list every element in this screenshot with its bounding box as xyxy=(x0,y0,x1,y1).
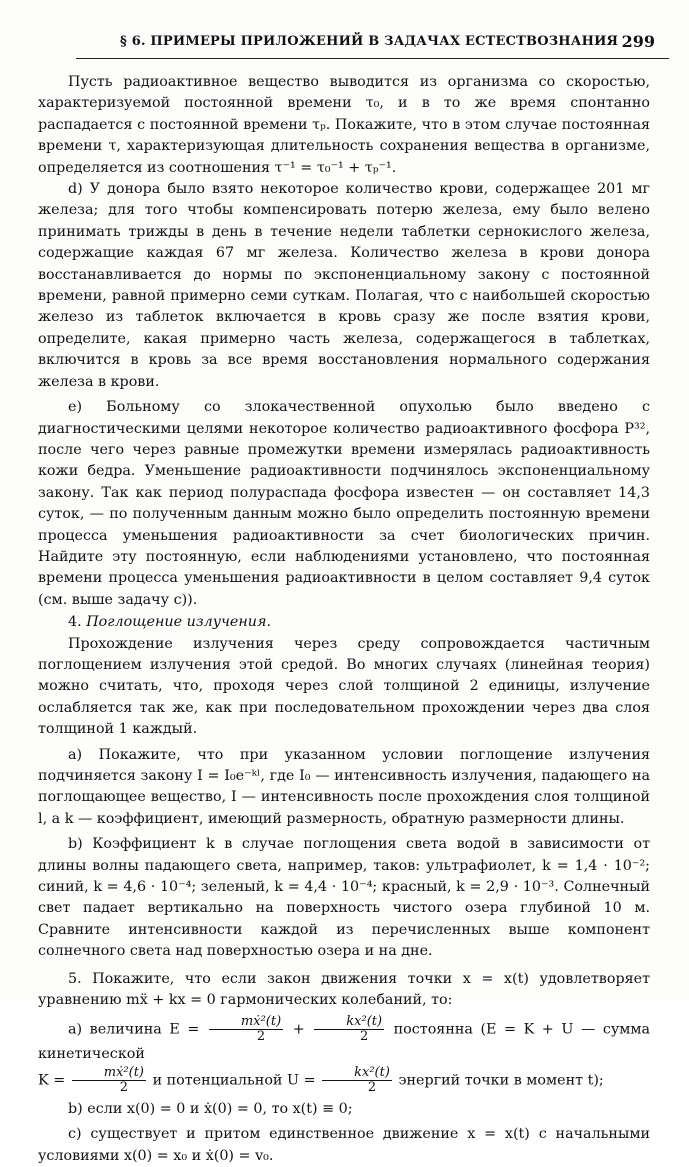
page-number: 299 xyxy=(621,32,655,51)
problem-4a: а) Покажите, что при указанном условии поглощение излучения подчиняется закону I = I₀e⁻ᵏˡ, где I₀ — интенсивность излучения, падающего на поглощающее вещество, I — интенсивность после прохождения слоя толщиной l, а k — коэффициент, имеющий размерность, обратную размерности длины. xyxy=(38,746,650,827)
problem-5b: b) если x(0) = 0 и ẋ(0) = 0, то x(t) ≡ 0; xyxy=(68,1100,353,1117)
section-heading-4 xyxy=(38,612,650,633)
page-body xyxy=(38,72,650,1167)
problem-5: 5. Покажите, что если закон движения точки x = x(t) удовлетворяет уравнению mẍ + kx = 0 гармонических колебаний, то: xyxy=(38,970,650,1009)
fraction-kinetic: $\frac{\text{mẋ²(t)}}{2}$ xyxy=(209,1015,283,1044)
problem-5a: а) величина E = $\frac{\text{mẋ²(t)}}{2}$ + $\frac{\text{kx²(t)}}{2}$ постоянна (E = K + U — сумма кинетической K = $\frac{\text{mẋ²(t)}}{2}$ и потенциальной U = $\frac{\text{kx²(t)}}{2}$ энергий точки в момент t); xyxy=(38,1014,650,1095)
problem-4b: b) Коэффициент k в случае поглощения света водой в зависимости от длины волны падающего света, например, таков: ультрафиолет, k = 1,4 · 10⁻²; синий, k = 4,6 · 10⁻⁴; зеленый, k = 4,4 · 10⁻⁴; красный, k = 2,9 · 10⁻³. Солнечный свет падает вертикально на поверхность чистого озера глубиной 10 м. Сравните интенсивности каждой из перечисленных выше компонент солнечного света над поверхностью озера и на дне. xyxy=(38,836,650,960)
fraction-potential-u: $\frac{\text{kx²(t)}}{2}$ xyxy=(322,1066,392,1095)
problem-5c: c) существует и притом единственное движение x = x(t) с начальными условиями x(0) = x₀ и ẋ(0) = v₀. xyxy=(38,1126,650,1164)
problem-d: d) У донора было взято некоторое количество крови, содержащее 201 мг железа; для того чтобы компенсировать потерю железа, ему было велено принимать трижды в день в течение недели таблетки сернокислого железа, содержащие каждая 67 мг железа. Количество железа в крови донора восстанавливается до нормы по экспоненциальному закону с постоянной времени, равной примерно семи суткам. Полагая, что с наибольшей скоростью железо из таблеток включается в кровь сразу же после взятия крови, определите, какая примерно часть железа, содержащегося в таблетках, включится в кровь за все время восстановления нормального содержания железа в крови. xyxy=(38,181,650,390)
paragraph-c-continuation: Пусть радиоактивное вещество выводится из организма со скоростью, характеризуемой постоянной времени τ₀, и в то же время спонтанно распадается с постоянной времени τₚ. Покажите, что в этом случае постоянная времени τ, характеризующая длительность сохранения вещества в организме, определяется из соотношения τ⁻¹ = τ₀⁻¹ + τₚ⁻¹. xyxy=(38,74,650,176)
header-rule xyxy=(76,58,669,59)
fraction-potential: $\frac{\text{kx²(t)}}{2}$ xyxy=(314,1015,384,1044)
page-header xyxy=(20,30,669,54)
running-head: § 6. ПРИМЕРЫ ПРИЛОЖЕНИЙ В ЗАДАЧАХ ЕСТЕСТВОЗНАНИЯ xyxy=(120,34,619,49)
heading-number: 4. xyxy=(68,614,82,631)
heading-title: Поглощение излучения. xyxy=(86,614,272,631)
paragraph-absorption-intro: Прохождение излучения через среду сопровождается частичным поглощением излучения этой средой. Во многих случаях (линейная теория) можно считать, что, проходя через слой толщиной 2 единицы, излучение ослабляется так же, как при последовательном прохождении через два слоя толщиной 1 каждый. xyxy=(38,635,650,738)
problem-e: е) Больному со злокачественной опухолью было введено с диагностическими целями некоторое количество радиоактивного фосфора P³², после чего через равные промежутки времени измерялась радиоактивность кожи бедра. Уменьшение радиоактивности подчинялось экспоненциальному закону. Так как период полураспада фосфора известен — он составляет 14,3 суток, — по полученным данным можно было определить постоянную времени процесса уменьшения радиоактивности за счет биологических причин. Найдите эту постоянную, если наблюдениями установлено, что постоянная времени процесса уменьшения радиоактивности в целом составляет 9,4 суток (см. выше задачу c)). xyxy=(38,399,650,608)
fraction-kinetic-k: $\frac{\text{mẋ²(t)}}{2}$ xyxy=(72,1066,146,1095)
